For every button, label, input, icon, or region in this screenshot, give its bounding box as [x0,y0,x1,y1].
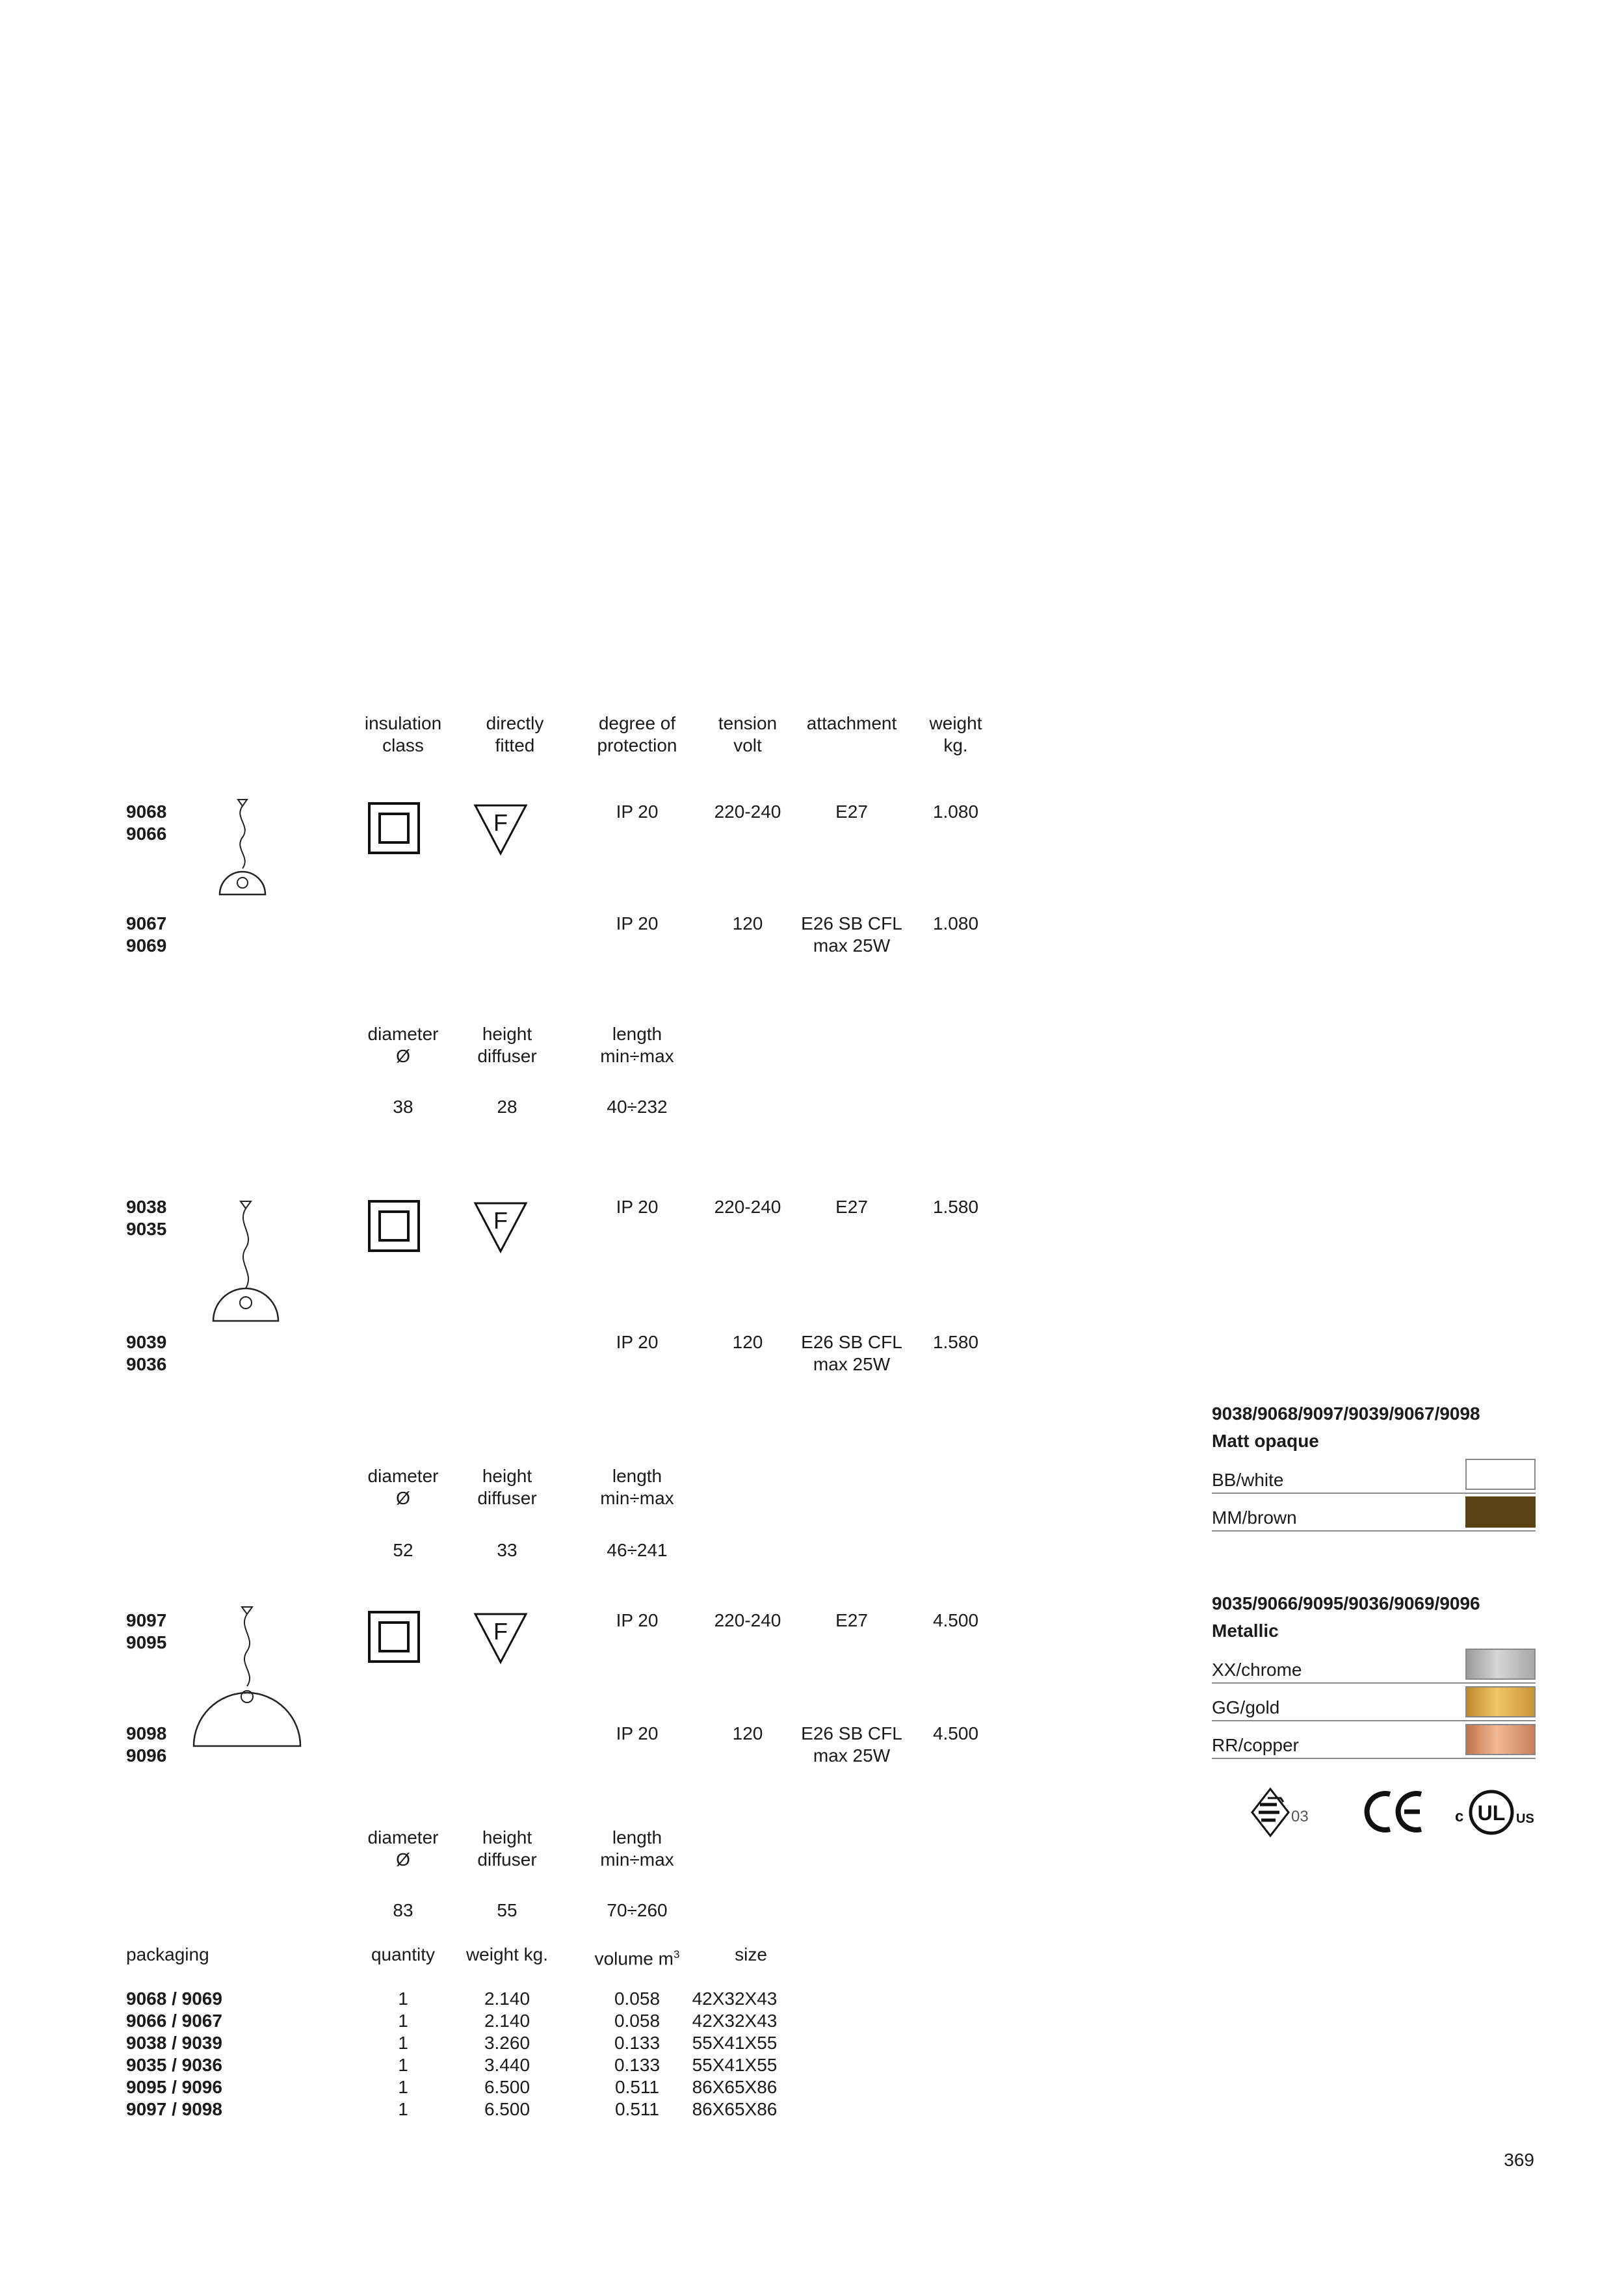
group2-codes-b: 9039 9036 [126,1332,167,1374]
group1-volt-b: 120 [732,913,763,933]
packaging-col-volume: volume $m^3$ [594,1948,680,1969]
finish-swatch-brown[interactable] [1212,1493,1536,1532]
group1-ip-a: IP 20 [616,802,659,822]
packaging-qty: 1 [398,1989,408,2009]
swatch-label: GG/gold [1212,1697,1280,1717]
packaging-size: 55X41X55 [692,2033,778,2053]
packaging-qty: 1 [398,2077,408,2097]
group1-codes-a: 9068 9066 [126,802,167,844]
group1-attachment-a: E27 [835,802,868,822]
group2-diameter: 52 [393,1540,413,1560]
packaging-size: 42X32X43 [692,1989,778,2009]
swatch-label: XX/chrome [1212,1660,1302,1680]
dim-header-length: length min÷max [600,1827,674,1870]
packaging-code: 9097 / 9098 [126,2099,222,2119]
group3-weight-a: 4.500 [932,1610,979,1630]
group2-ip-a: IP 20 [616,1197,659,1217]
finish-swatch-chrome[interactable] [1212,1645,1536,1684]
svg-text:F: F [493,809,508,836]
group3-weight-b: 4.500 [932,1723,979,1743]
svg-text:03: 03 [1291,1808,1309,1825]
packaging-col-quantity: quantity [371,1944,436,1964]
dim-header-diameter: diameter Ø [367,1024,439,1066]
dim-header-height: height diffuser [477,1466,537,1508]
group1-codes-b: 9067 9069 [126,913,167,956]
group2-attachment-b: E26 SB CFL max 25W [801,1332,902,1374]
finish-group1-title: Matt opaque [1212,1431,1319,1451]
packaging-code: 9066 / 9067 [126,2011,222,2031]
directly-fitted-f-icon [473,1612,528,1664]
packaging-col-size: size [735,1944,767,1964]
finish-swatch-gold[interactable] [1212,1682,1536,1721]
packaging-title: packaging [126,1944,209,1964]
packaging-size: 86X65X86 [692,2077,778,2097]
packaging-weight: 6.500 [484,2077,530,2097]
packaging-weight: 3.440 [484,2055,530,2075]
packaging-code: 9068 / 9069 [126,1989,222,2009]
dim-header-height: height diffuser [477,1024,537,1066]
header-weight: weight kg. [929,713,982,755]
header-insulation-class: insulation class [364,713,442,755]
group1-attachment-b: E26 SB CFL max 25W [801,913,902,956]
group3-ip-b: IP 20 [616,1723,659,1743]
group2-length: 46÷241 [607,1540,668,1560]
lamp-small-drawing [215,798,273,902]
group2-weight-b: 1.580 [932,1332,979,1352]
finish-group2-title: Metallic [1212,1621,1279,1641]
svg-text:F: F [493,1618,508,1645]
packaging-qty: 1 [398,2011,408,2031]
header-tension-volt: tension volt [718,713,778,755]
packaging-volume: 0.511 [615,2099,659,2119]
color-swatch [1465,1459,1536,1490]
packaging-volume: 0.058 [614,2011,661,2031]
packaging-code: 9038 / 9039 [126,2033,222,2053]
group3-codes-b: 9098 9096 [126,1723,167,1766]
group3-volt-b: 120 [732,1723,763,1743]
packaging-code: 9095 / 9096 [126,2077,222,2097]
group1-volt-a: 220-240 [714,802,781,822]
group1-height: 28 [497,1097,517,1117]
group1-ip-b: IP 20 [616,913,659,933]
svg-text:US: US [1516,1812,1534,1826]
color-swatch [1465,1496,1536,1528]
packaging-qty: 1 [398,2099,408,2119]
group1-length: 40÷232 [607,1097,668,1117]
directly-fitted-f-icon [473,1201,528,1253]
dim-header-length: length min÷max [600,1466,674,1508]
group3-ip-a: IP 20 [616,1610,659,1630]
color-swatch [1465,1649,1536,1680]
table-row [0,2032,845,2054]
dim-header-diameter: diameter Ø [367,1466,439,1508]
packaging-weight: 6.500 [484,2099,530,2119]
swatch-label: MM/brown [1212,1507,1297,1528]
packaging-size: 86X65X86 [692,2099,778,2119]
packaging-size: 55X41X55 [692,2055,778,2075]
finish-swatch-white[interactable] [1212,1455,1536,1494]
color-swatch [1465,1686,1536,1717]
packaging-col-weight: weight kg. [465,1944,549,1964]
packaging-volume: 0.511 [615,2077,659,2097]
group1-weight-b: 1.080 [932,913,979,933]
group1-diameter: 38 [393,1097,413,1117]
packaging-qty: 1 [398,2055,408,2075]
group3-attachment-b: E26 SB CFL max 25W [801,1723,902,1766]
dim-header-height: height diffuser [477,1827,537,1870]
header-directly-fitted: directly fitted [486,713,544,755]
insulation-class-icon [368,802,420,854]
group3-diameter: 83 [393,1900,413,1920]
header-degree-of-protection: degree of protection [597,713,677,755]
finish-group1-codes: 9038/9068/9097/9039/9067/9098 [1212,1403,1480,1424]
table-row [0,2054,845,2076]
swatch-label: BB/white [1212,1470,1284,1490]
packaging-volume: 0.058 [614,1989,661,2009]
page-number: 369 [1504,2150,1534,2170]
table-row [0,2098,845,2120]
group2-weight-a: 1.580 [932,1197,979,1217]
group3-attachment-a: E27 [835,1610,868,1630]
packaging-code: 9035 / 9036 [126,2055,222,2075]
packaging-qty: 1 [398,2033,408,2053]
cul-us-mark-icon [1454,1786,1538,1838]
group3-codes-a: 9097 9095 [126,1610,167,1652]
group3-volt-a: 220-240 [714,1610,781,1630]
group2-ip-b: IP 20 [616,1332,659,1352]
svg-text:F: F [493,1207,508,1234]
directly-fitted-f-icon [473,803,528,855]
packaging-volume: 0.133 [614,2033,661,2053]
packaging-weight: 3.260 [484,2033,530,2053]
insulation-class-icon [368,1200,420,1252]
group2-height: 33 [497,1540,517,1560]
header-attachment: attachment [806,713,897,733]
packaging-weight: 2.140 [484,2011,530,2031]
group2-attachment-a: E27 [835,1197,868,1217]
finish-swatch-copper[interactable] [1212,1720,1536,1759]
svg-text:UL: UL [1477,1801,1506,1825]
finish-group2-codes: 9035/9066/9095/9036/9069/9096 [1212,1593,1480,1613]
table-row [0,2010,845,2032]
dim-header-diameter: diameter Ø [367,1827,439,1870]
group3-length: 70÷260 [607,1900,668,1920]
group2-volt-b: 120 [732,1332,763,1352]
table-row [0,1988,845,2010]
color-swatch [1465,1724,1536,1755]
insulation-class-icon [368,1611,420,1663]
lamp-large-drawing [189,1606,306,1749]
packaging-size: 42X32X43 [692,2011,778,2031]
dim-header-length: length min÷max [600,1024,674,1066]
group3-height: 55 [497,1900,517,1920]
enec-mark-icon [1248,1786,1326,1838]
group2-codes-a: 9038 9035 [126,1197,167,1239]
lamp-medium-drawing [207,1200,285,1324]
ce-mark-icon [1364,1789,1426,1834]
packaging-volume: 0.133 [614,2055,661,2075]
swatch-label: RR/copper [1212,1735,1299,1755]
group1-weight-a: 1.080 [932,802,979,822]
group2-volt-a: 220-240 [714,1197,781,1217]
packaging-weight: 2.140 [484,1989,530,2009]
table-row [0,2076,845,2098]
svg-text:c: c [1455,1808,1464,1825]
